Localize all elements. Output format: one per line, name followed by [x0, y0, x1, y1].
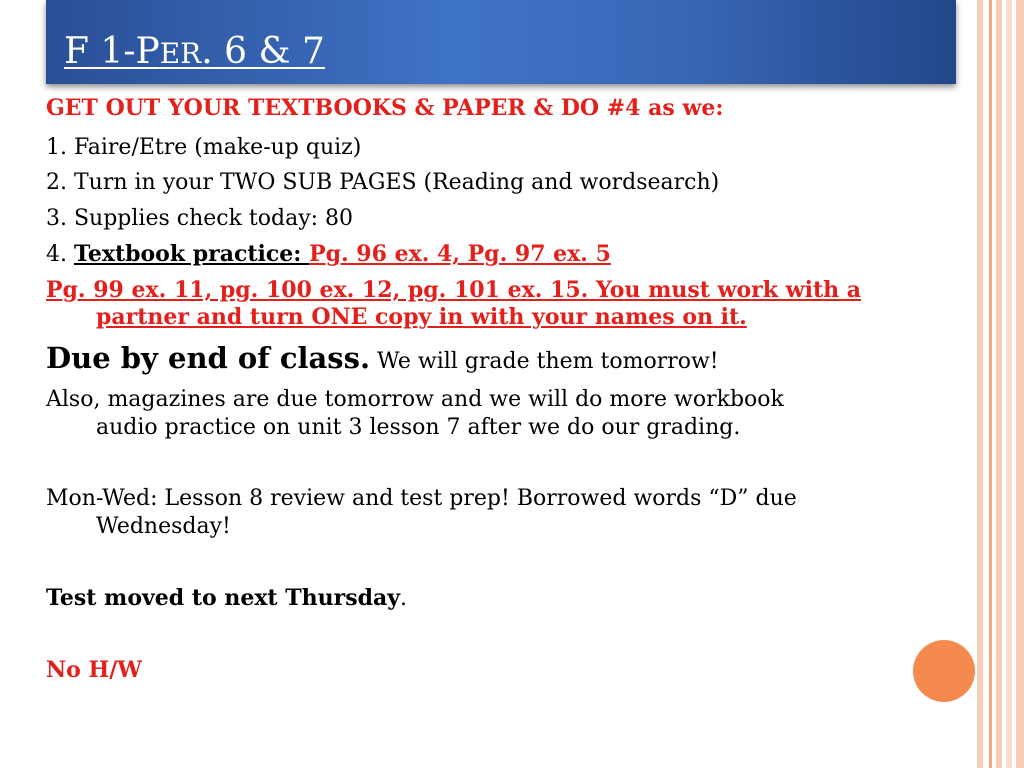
instruction-heading: GET OUT YOUR TEXTBOOKS & PAPER & DO #4 as we:: [46, 95, 724, 121]
magazines-note-2: audio practice on unit 3 lesson 7 after we do our grading.: [96, 415, 741, 440]
decor-stripe: [977, 0, 983, 768]
due-detail: We will grade them tomorrow!: [370, 349, 719, 374]
due-heading: Due by end of class.: [46, 341, 371, 375]
test-note: [46, 584, 407, 613]
title-bar: [46, 0, 956, 84]
title-suffix: . 6 & 7: [201, 31, 325, 72]
test-note-period: .: [400, 586, 408, 611]
item-4-continuation-2: partner and turn ONE copy in with your names on it.: [96, 304, 747, 330]
item-1: 1. Faire/Etre (make-up quiz): [46, 135, 362, 160]
decor-stripe: [989, 0, 992, 768]
decor-stripe: [1006, 0, 1012, 768]
orange-circle-decoration: [913, 640, 975, 702]
item-4: [46, 240, 611, 269]
title-prefix: F 1-P: [64, 31, 160, 72]
item-4-continuation: Pg. 99 ex. 11, pg. 100 ex. 12, pg. 101 ex. 15. You must work with a: [46, 277, 862, 303]
item-2: 2. Turn in your TWO SUB PAGES (Reading and wordsearch): [46, 170, 720, 195]
due-note: [46, 340, 719, 380]
magazines-note: Also, magazines are due tomorrow and we will do more workbook: [46, 387, 784, 412]
slide-title: [64, 32, 325, 74]
schedule-note-2: Wednesday!: [96, 514, 231, 539]
title-prefix-smallcaps: ER: [159, 37, 202, 70]
test-note-bold: Test moved to next Thursday: [46, 585, 401, 611]
decor-stripe: [1016, 0, 1024, 768]
item-4-label: Textbook practice:: [73, 241, 310, 267]
item-4-pages: Pg. 96 ex. 4, Pg. 97 ex. 5: [309, 241, 611, 267]
item-3: 3. Supplies check today: 80: [46, 206, 354, 231]
schedule-note: Mon-Wed: Lesson 8 review and test prep! Borrowed words “D” due: [46, 486, 797, 511]
item-4-number: 4.: [46, 242, 74, 267]
homework-note: No H/W: [46, 657, 142, 683]
decor-stripe: [996, 0, 1002, 768]
